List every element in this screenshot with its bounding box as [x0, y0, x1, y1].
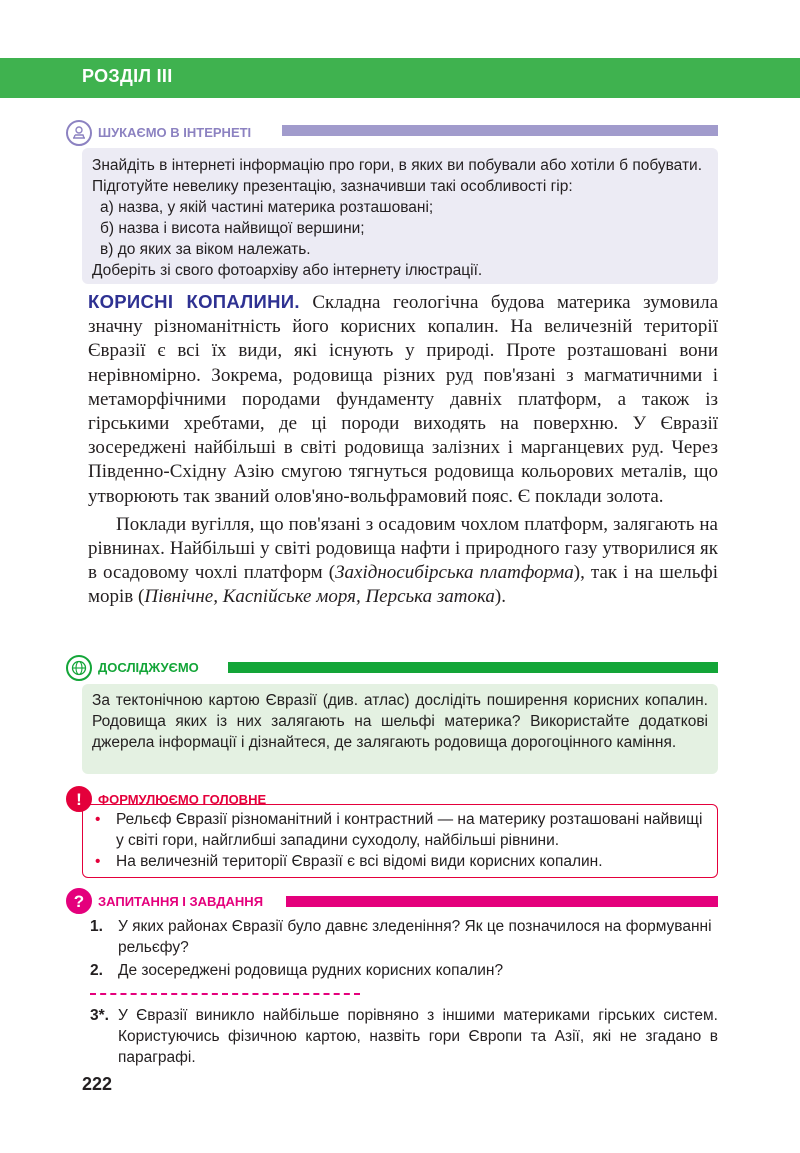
heading-rule [282, 125, 718, 136]
summary-box-panel [82, 804, 718, 878]
question-text: У Євразії виникло найбільше порівняно з іншими материками гірських систем. Користуючись фізичною картою, назвіть гори Європи та Азії, які не згадано в параграфі. [118, 1007, 718, 1066]
question-number: 2. [90, 962, 103, 979]
research-box-heading [66, 655, 718, 683]
globe-icon [66, 655, 92, 681]
list-item [91, 809, 707, 851]
list-item: в) до яких за віком належать. [100, 241, 311, 258]
paragraph-text: ), так і на шельфі морів ( [88, 562, 718, 608]
questions-heading [66, 888, 718, 916]
question-text: У яких районах Євразії було давнє зледеніння? Як це позначилося на формуванні рельєфу? [118, 918, 712, 956]
bullet-marker: • [95, 811, 101, 828]
question-item [90, 1005, 718, 1068]
internet-heading-label: ШУКАЄМО В ІНТЕРНЕТІ [98, 125, 252, 140]
question-item [90, 960, 718, 981]
list-item: б) назва і висота найвищої вершини; [100, 220, 365, 237]
list-item [91, 851, 707, 872]
summary-list [91, 809, 707, 872]
question-text: Де зосереджені родовища рудних корисних копалин? [118, 962, 504, 979]
bullet-text: Рельєф Євразії різноманітний і контрастний — на материку розташовані найвищі у світі гори, найглибші западини суходолу, найбільші рівнини. [116, 811, 703, 849]
internet-outro: Доберіть зі свого фотоархіву або інтернету ілюстрації. [92, 262, 483, 279]
person-laptop-icon [66, 120, 92, 146]
question-icon: ? [66, 888, 92, 914]
questions-heading-label: ЗАПИТАННЯ І ЗАВДАННЯ [98, 894, 264, 909]
dashed-separator [90, 993, 360, 995]
section-lead-heading: КОРИСНІ КОПАЛИНИ. [88, 291, 300, 312]
summary-heading-label: ФОРМУЛЮЄМО ГОЛОВНЕ [98, 792, 267, 807]
bullet-text: На величезній території Євразії є всі відомі види корисних копалин. [116, 853, 603, 870]
research-box-panel [82, 684, 718, 774]
page-number: 222 [82, 1074, 113, 1094]
exclamation-icon: ! [66, 786, 92, 812]
internet-box-panel [82, 148, 718, 284]
internet-intro: Знайдіть в інтернеті інформацію про гори, в яких ви побували або хотіли б побувати. Підготуйте невелику презентацію, зазначивши такі особливості гір: [92, 157, 703, 195]
questions-list [90, 916, 718, 1068]
paragraph [88, 290, 718, 509]
heading-rule [228, 662, 718, 673]
heading-rule [286, 896, 718, 907]
question-number: 1. [90, 918, 103, 935]
main-text [88, 290, 718, 610]
italic-term: Західносибірська платформа [335, 562, 574, 584]
paragraph [88, 513, 718, 610]
question-number: 3*. [90, 1007, 109, 1024]
internet-box-heading [66, 120, 718, 148]
italic-term: Північне, Каспійське моря, Перська затока [144, 586, 495, 608]
section-title: РОЗДІЛ ІІІ [82, 66, 173, 86]
list-item: а) назва, у якій частині материка розташовані; [100, 199, 434, 216]
paragraph-text: Поклади вугілля, що пов'язані з осадовим чохлом платформ, залягають на рівнинах. Найбільші у світі родовища нафти і природного газу утворилися як в осадовому чохлі платформ ( [88, 513, 718, 584]
paragraph-text: ). [494, 586, 506, 608]
question-item [90, 916, 718, 958]
paragraph-text: Складна геологічна будова материка зумовила значну різноманітність його корисних копалин. На величезній території Євразії є всі їх види, які існують у природі. Проте розташовані вони нерівномірно. Зокрема, родовища різних руд пов'язані з магматичними і метаморфічними породами фундаменту давніх платформ, а також із гірськими хребтами, де ці породи виходять на поверхню. У Євразії зосереджені найбільші в світі родовища залізних і марганцевих руд. Через Південно-Східну Азію смугою тягнуться родовища кольорових металів, що утворюють так званий олов'яно-вольфрамовий пояс. Є поклади золота. [88, 292, 719, 507]
research-text: За тектонічною картою Євразії (див. атлас) дослідіть поширення корисних копалин. Родовища яких із них залягають на шельфі материка? Використайте додаткові джерела інформації і дізнайтеся, де залягають родовища дорогоцінного каміння. [92, 692, 708, 751]
section-header-bar [0, 58, 800, 98]
research-heading-label: ДОСЛІДЖУЄМО [98, 660, 199, 675]
bullet-marker: • [95, 853, 101, 870]
